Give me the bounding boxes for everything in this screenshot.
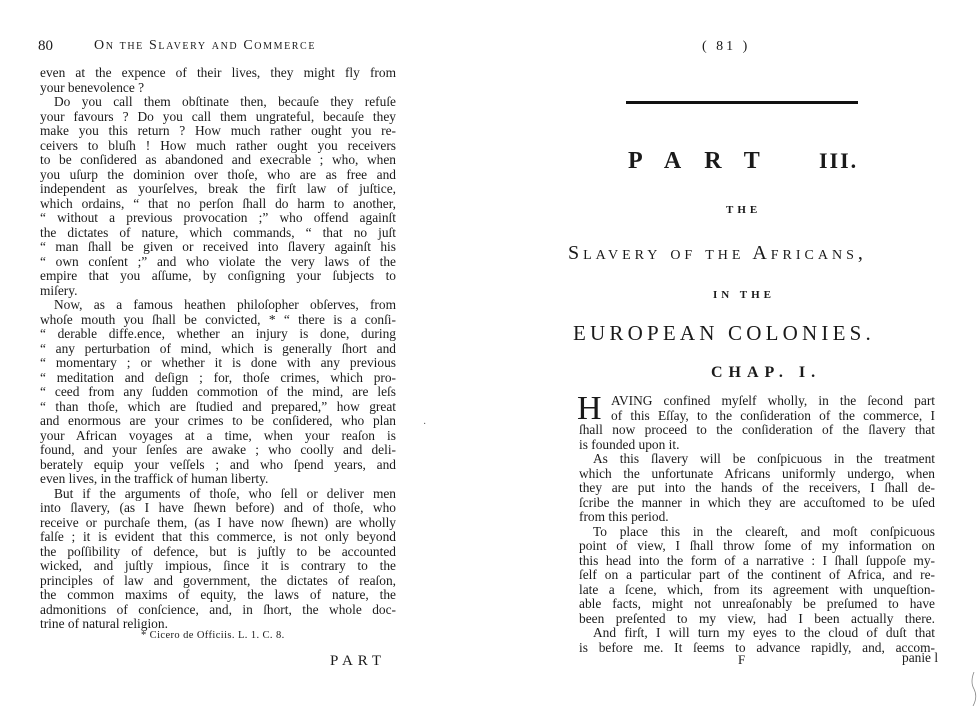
text-line: receive or purchaſe them, (as I have now ſhewn) are wholly bbox=[40, 514, 396, 530]
text-line: the dictates of nature, which commands, “ that no juſt bbox=[40, 224, 396, 240]
right-page-number: ( 81 ) bbox=[702, 39, 751, 54]
text-line: And firſt, I will turn my eyes to the cloud of duſt that bbox=[593, 625, 935, 640]
text-line: “ own conſent ;” and who violate the very laws of the bbox=[40, 253, 396, 269]
text-line: point of view, I ſhall throw ſome of my information on bbox=[579, 538, 935, 553]
text-line: “ meditation and deſign ; for, thoſe crimes, which pro- bbox=[40, 369, 396, 385]
text-line: is before me. It ſeems to advance rapidly, and, accom- bbox=[579, 639, 935, 655]
text-line: “ without a previous provocation ;” who offend againſt bbox=[40, 210, 396, 225]
text-line: “ derable diffe.ence, whether an injury is done, during bbox=[40, 326, 396, 341]
chapter-heading: CHAP. I. bbox=[711, 364, 822, 381]
text-line: able facts, might not unreaſonably be preſumed to have bbox=[579, 596, 935, 611]
ink-speck: · bbox=[423, 419, 427, 430]
text-line: admonitions of conſcience, and, in ſhort, the whole doc- bbox=[40, 601, 396, 617]
text-line: But if the arguments of thoſe, who ſell or deliver men bbox=[54, 485, 396, 501]
running-head: On the Slavery and Commerce bbox=[94, 38, 317, 53]
catchword: PART bbox=[330, 653, 387, 669]
catchword: panie l bbox=[902, 650, 939, 665]
right-page bbox=[490, 0, 980, 706]
text-line: which ordains, “ that no perſon ſhall do harm to another, bbox=[40, 195, 396, 211]
text-line: principles of law and government, the dictates of reaſon, bbox=[40, 572, 396, 588]
text-line: ſelf on a particular part of the continent of Africa, and re- bbox=[579, 567, 935, 582]
text-line: “ than thoſe, which are ſtudied and prepared,” how great bbox=[40, 398, 396, 414]
text-line: found, and your ſenſes are awake ; who coolly and deli- bbox=[40, 442, 396, 457]
text-line: from this period. bbox=[579, 509, 669, 524]
text-line: make you this return ? How much rather ought you re- bbox=[40, 123, 396, 138]
text-line: they are put into the hands of the receivers, I ſhall de- bbox=[579, 480, 935, 495]
text-line: “ any perturbation of mind, which is generally ſhort and bbox=[40, 340, 396, 356]
text-line: To place this in the cleareſt, and moſt conſpicuous bbox=[593, 523, 935, 539]
text-line: your benevolence ? bbox=[40, 79, 145, 95]
text-line: whoſe mouth you ſhall be convicted, * “ there is a conſi- bbox=[40, 311, 396, 327]
text-line: “ momentary ; or whether it is done with any previous bbox=[40, 355, 396, 370]
text-line: your favours ? Do you call them ungrateful, becauſe they bbox=[40, 108, 396, 124]
text-line: “ man ſhall be given or received into ſlavery againſt his bbox=[40, 239, 396, 254]
text-line: ceivers to bluſh ! How much rather ought you receivers bbox=[40, 137, 396, 153]
text-line: which the unfortunate Africans uniformly undergo, when bbox=[579, 465, 935, 481]
text-line: to be conſidered as abandoned and execrable ; who, when bbox=[40, 152, 396, 167]
signature-mark: F bbox=[738, 652, 746, 667]
right-body-text bbox=[577, 390, 935, 655]
title-slavery: Slavery of the Africans, bbox=[568, 242, 867, 264]
text-line: and enormous are your crimes to be conſidered, who plan bbox=[40, 413, 396, 428]
title-rule bbox=[626, 101, 858, 104]
text-line: “ ceed from any ſudden commotion of the mind, are leſs bbox=[40, 384, 396, 399]
text-line: even at the expence of their lives, they might fly from bbox=[40, 65, 396, 80]
text-line: this head into the form of a narrative : I ſhall ſuppoſe my- bbox=[579, 552, 935, 568]
text-line: into ſlavery, (as I have ſhewn before) and of thoſe, who bbox=[40, 500, 396, 515]
text-line: your African voyages at a time, when your reaſon is bbox=[40, 427, 396, 443]
text-line: of this Eſſay, to the conſideration of the commerce, I bbox=[611, 407, 935, 423]
text-line: been preſented to my view, had I been actually there. bbox=[579, 610, 935, 626]
drop-cap: H bbox=[577, 390, 602, 427]
text-line: ſcribe the manner in which they are accuſtomed to be uſed bbox=[579, 494, 935, 510]
title-colonies: EUROPEAN COLONIES. bbox=[573, 321, 875, 345]
part-title: PART bbox=[628, 148, 783, 174]
text-line: As this ſlavery will be conſpicuous in the treatment bbox=[593, 451, 935, 466]
text-line: ſhall now proceed to the conſideration of the ſlavery that bbox=[579, 422, 935, 437]
part-number: III. bbox=[819, 148, 859, 173]
text-line: falſe ; it is evident that this commerce, is not only beyond bbox=[40, 529, 396, 544]
text-line: is founded upon it. bbox=[579, 436, 680, 452]
text-line: the common maxims of equity, the laws of nature, the bbox=[40, 587, 396, 602]
text-line: empire that you aſſume, by conſigning your ſubjects to bbox=[40, 268, 396, 283]
text-line: AVING confined myſelf wholly, in the ſecond part bbox=[611, 393, 935, 408]
left-body-text bbox=[40, 66, 396, 632]
text-line: miſery. bbox=[40, 282, 78, 298]
binding-crease bbox=[968, 672, 980, 706]
title-the: THE bbox=[726, 204, 762, 216]
text-line: independent as yourſelves, break the firſt law of juſtice, bbox=[40, 181, 396, 196]
text-line: Do you call them obſtinate then, becauſe they refuſe bbox=[54, 94, 396, 109]
left-page-number: 80 bbox=[38, 38, 53, 54]
title-in-the: IN THE bbox=[713, 289, 776, 301]
text-line: the poſſibility of defence, but is juſtly to be accounted bbox=[40, 543, 396, 559]
text-line: late a ſcene, which, from its agreement with unqueſtion- bbox=[579, 581, 935, 597]
text-line: Now, as a famous heathen philoſopher obſerves, from bbox=[54, 297, 396, 312]
text-line: wicked, and juſtly impious, ſince it is contrary to the bbox=[40, 558, 396, 573]
text-line: even lives, in the traffick of human liberty. bbox=[40, 471, 269, 486]
text-line: berately equip your veſſels ; and who ſpend years, and bbox=[40, 456, 396, 472]
footnote: * Cicero de Officiis. L. 1. C. 8. bbox=[141, 630, 285, 641]
text-line: trine of natural religion. bbox=[40, 616, 168, 631]
left-page-header bbox=[38, 36, 398, 56]
text-line: you uſurp the dominion over thoſe, who are as free and bbox=[40, 166, 396, 182]
